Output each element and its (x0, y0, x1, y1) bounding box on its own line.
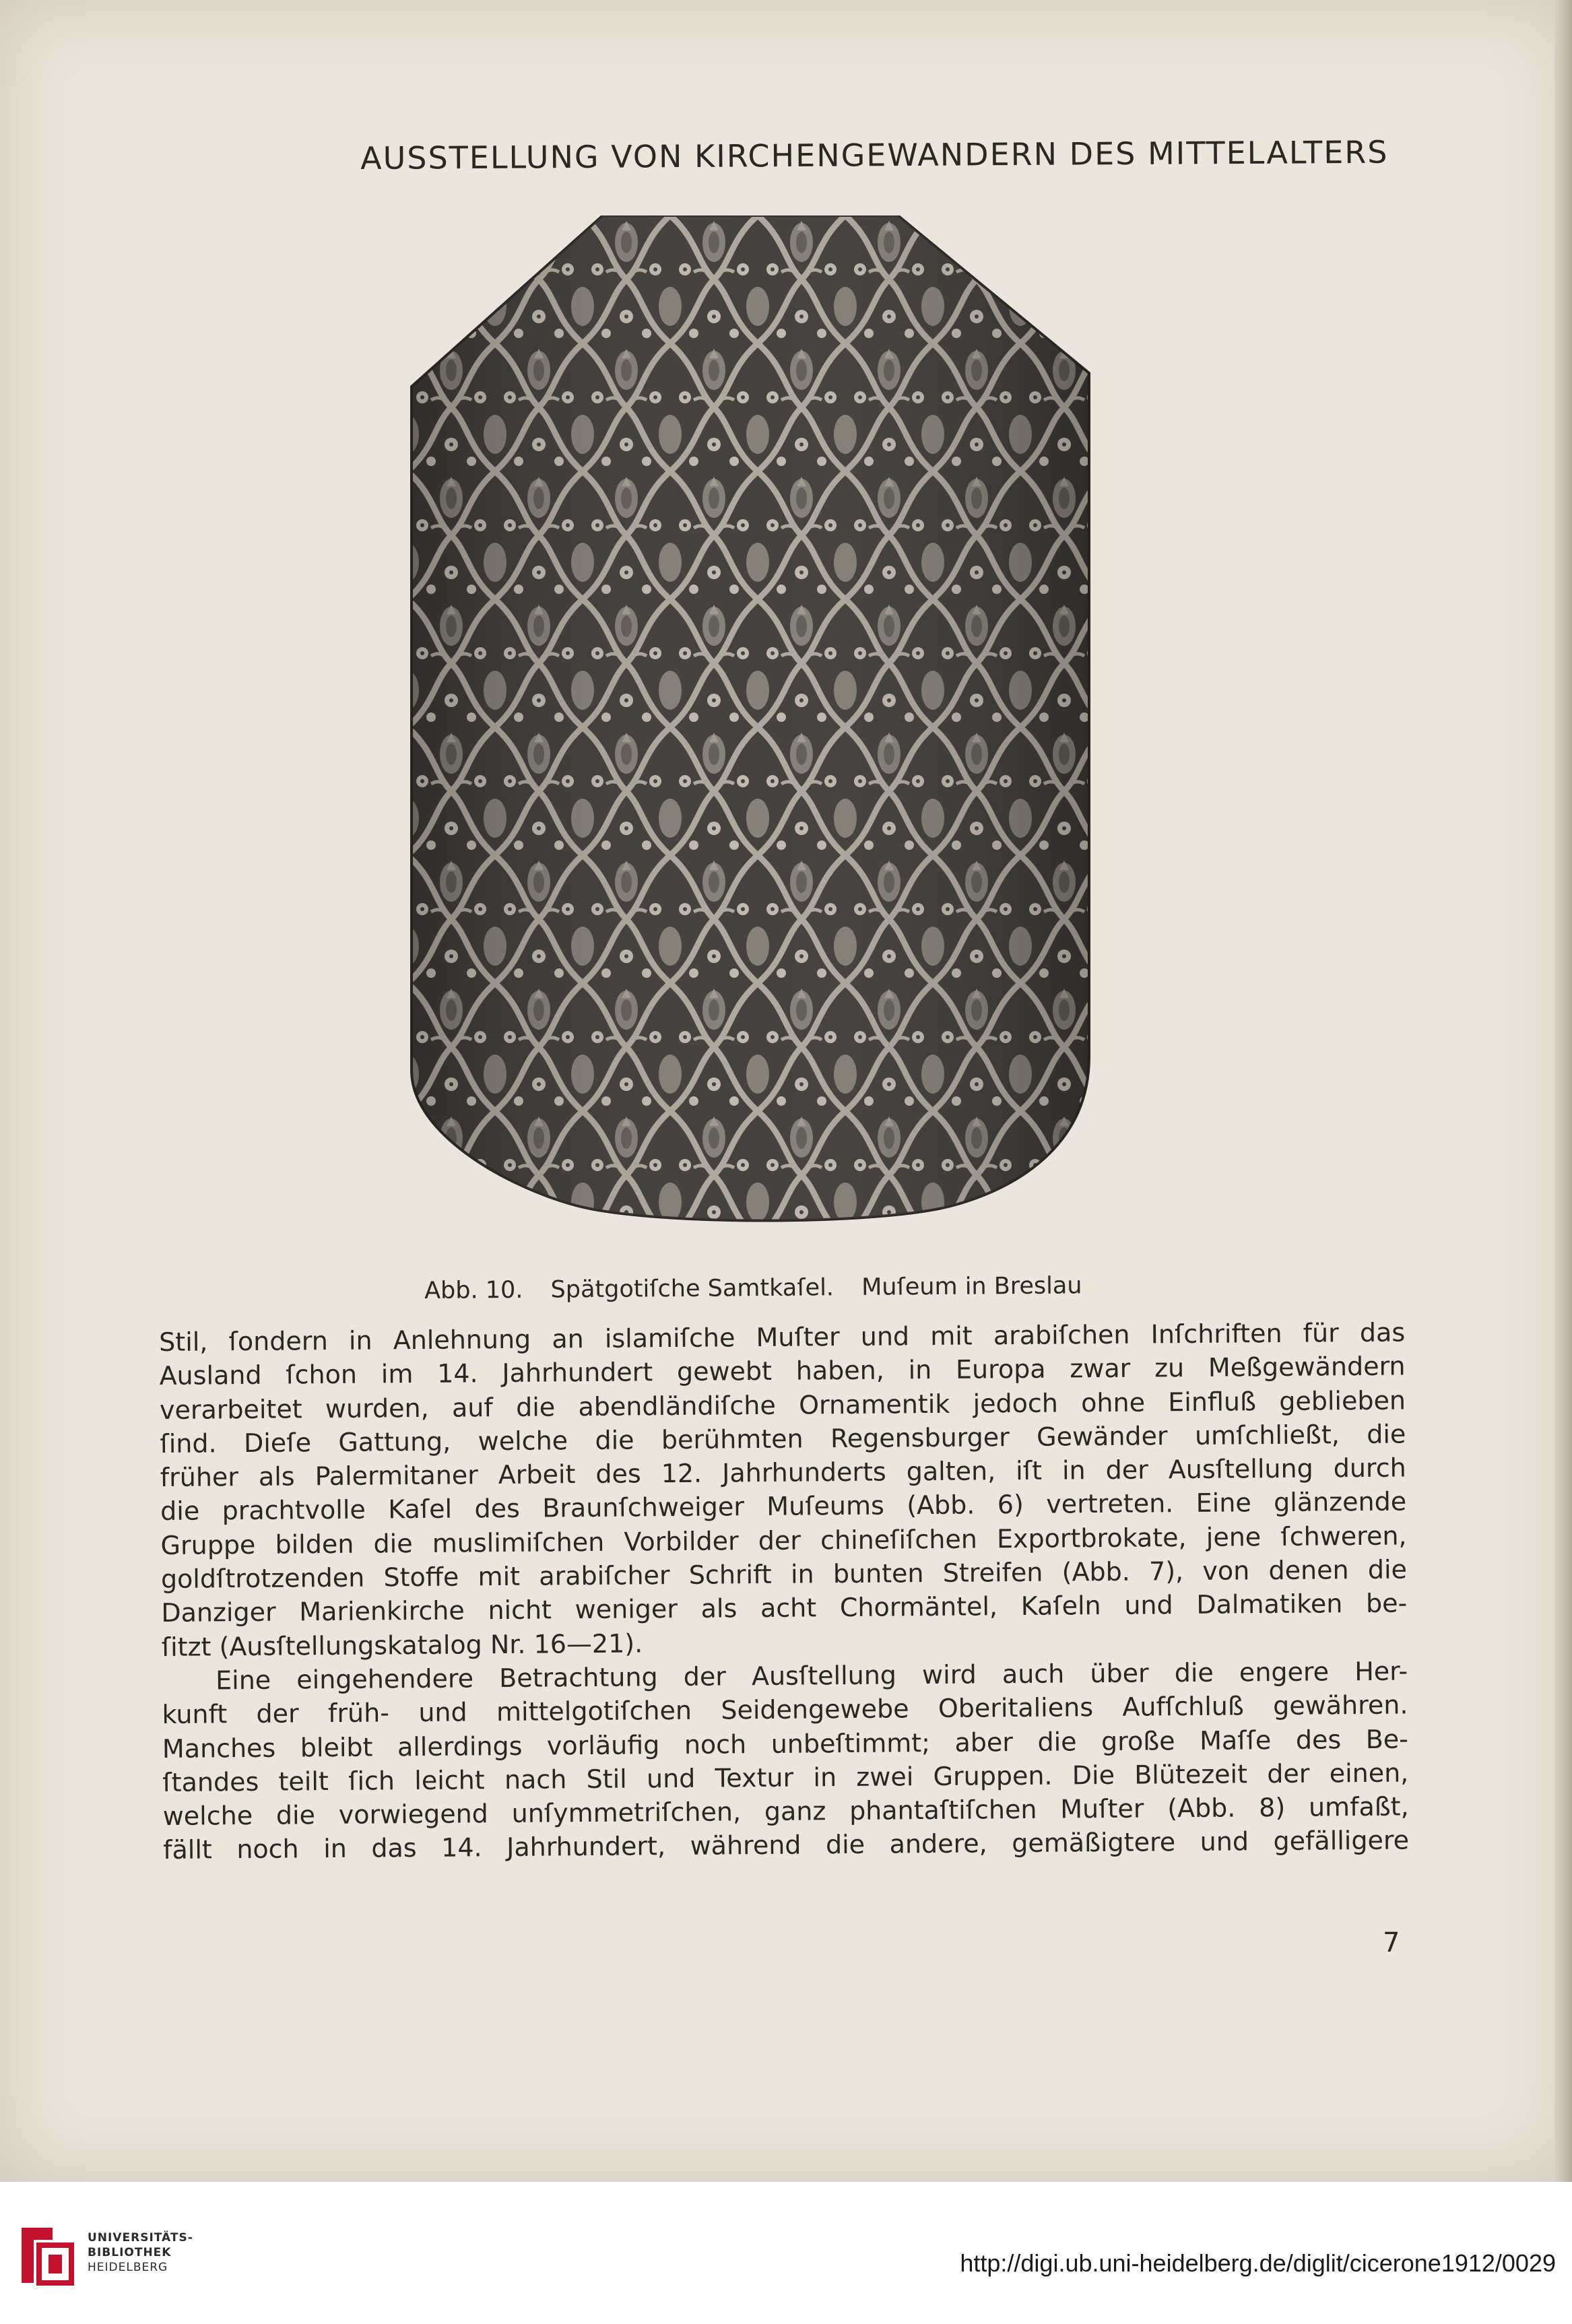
text-line: Stil, ſondern in Anlehnung an islamiſche Muſter und mit arabiſchen Inſchriften für das (159, 1317, 1406, 1357)
text-line: welche die vorwiegend unſymmetriſchen, ganz phantaſtiſchen Muſter (Abb. 8) umfaßt, (162, 1791, 1409, 1832)
text-line: goldſtrotzenden Stoffe mit arabiſcher Schrift in bunten Streifen (Abb. 7), von denen die (160, 1554, 1408, 1595)
text-line: Gruppe bilden die muslimiſchen Vorbilder der chineſiſchen Exportbrokate, jene ſchweren, (160, 1521, 1407, 1560)
text-line: früher als Palermitaner Arbeit des 12. Jahrhunderts galten, iſt in der Ausſtellung durch (160, 1453, 1406, 1493)
text-line: ſtandes teilt ſich leicht nach Stil und Textur in zwei Gruppen. Die Blütezeit der einen, (162, 1758, 1409, 1797)
library-name-line: UNIVERSITÄTS- (88, 2231, 193, 2245)
page-number: 7 (1383, 1927, 1400, 1958)
text-line: Eine eingehendere Betrachtung der Ausſtellung wird auch über die engere Her- (215, 1656, 1408, 1696)
text-line: ſitzt (Ausſtellungskatalog Nr. 16—21). (161, 1628, 643, 1662)
text-line: ſind. Dieſe Gattung, welche die berühmten Regensburger Gewänder umſchließt, die (160, 1419, 1406, 1459)
chasuble-image (407, 215, 1125, 1273)
text-line: Danziger Marienkirche nicht weniger als acht Chormäntel, Kaſeln und Dalmatiken be- (161, 1588, 1408, 1628)
text-line: die prachtvolle Kaſel des Braunſchweiger Muſeums (Abb. 6) vertreten. Eine glänzende (160, 1486, 1407, 1527)
running-head: AUSSTELLUNG VON KIRCHENGEWANDERN DES MITTELALTERS (360, 133, 1389, 176)
library-name-line: HEIDELBERG (88, 2261, 168, 2274)
text-line: kunft der früh- und mittelgotiſchen Seidengewebe Oberitaliens Aufſchluß gewähren. (162, 1690, 1408, 1730)
text-line: Manches bleibt allerdings vorläufig noch unbeſtimmt; aber die große Maſſe des Be- (162, 1724, 1409, 1764)
page-edge-shadow (1554, 0, 1572, 2182)
text-line: verarbeitet wurden, auf die abendländiſche Ornamentik jedoch ohne Einfluß geblieben (159, 1385, 1406, 1425)
figure-caption (424, 1271, 1199, 1304)
library-name-line: BIBLIOTHEK (88, 2246, 172, 2259)
figure-label: Abb. 10. (424, 1276, 523, 1304)
library-name (88, 2230, 193, 2275)
text-line: fällt noch in das 14. Jahrhundert, während die andere, gemäßigtere und gefälligere (162, 1825, 1410, 1865)
library-logo-icon (19, 2225, 74, 2286)
digitization-footer (0, 2182, 1572, 2324)
text-line: Ausland ſchon im 14. Jahrhundert gewebt haben, in Europa zwar zu Meßgewändern (159, 1351, 1406, 1391)
source-url-link[interactable]: http://digi.ub.uni-heidelberg.de/diglit/cicerone1912/0029 (960, 2249, 1556, 2277)
chasuble-figure (407, 215, 1125, 1273)
body-text (159, 1315, 1409, 1867)
figure-title: Spätgotiſche Samtkaſel. (550, 1274, 834, 1304)
figure-location: Muſeum in Breslau (861, 1272, 1082, 1301)
